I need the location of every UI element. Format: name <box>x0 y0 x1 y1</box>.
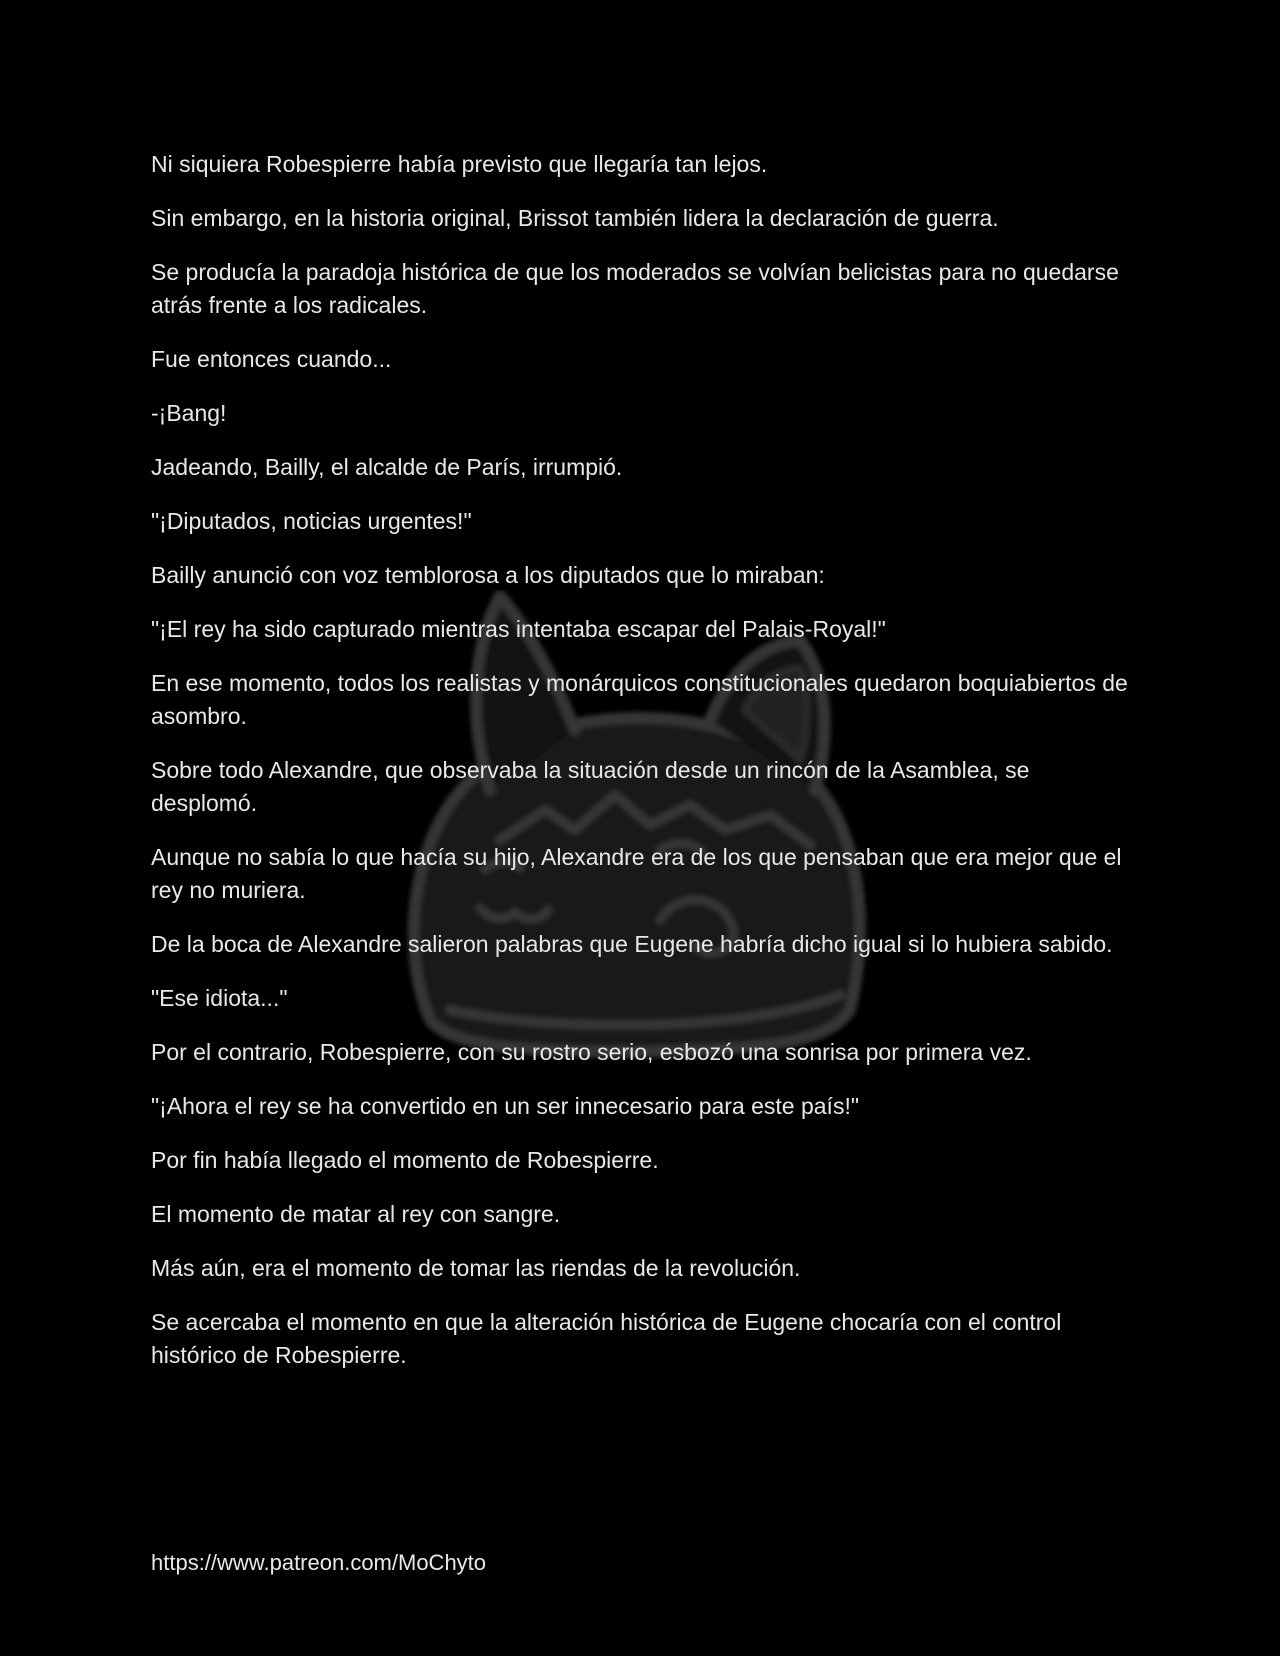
paragraph: En ese momento, todos los realistas y monárquicos constitucionales quedaron boquiabiertos de asombro. <box>151 670 1128 729</box>
paragraph: Jadeando, Bailly, el alcalde de París, irrumpió. <box>151 454 623 480</box>
paragraph: Se producía la paradoja histórica de que los moderados se volvían belicistas para no quedarse atrás frente a los radicales. <box>151 259 1119 318</box>
paragraph: Más aún, era el momento de tomar las riendas de la revolución. <box>151 1255 801 1281</box>
paragraph: Sin embargo, en la historia original, Brissot también lidera la declaración de guerra. <box>151 205 999 231</box>
paragraph: Aunque no sabía lo que hacía su hijo, Alexandre era de los que pensaban que era mejor que el rey no muriera. <box>151 844 1122 903</box>
paragraph: "¡Ahora el rey se ha convertido en un ser innecesario para este país!" <box>151 1093 860 1119</box>
paragraph: El momento de matar al rey con sangre. <box>151 1201 561 1227</box>
paragraph: "¡El rey ha sido capturado mientras intentaba escapar del Palais-Royal!" <box>151 616 886 642</box>
paragraph: "Ese idiota..." <box>151 985 288 1011</box>
paragraph: Por el contrario, Robespierre, con su rostro serio, esbozó una sonrisa por primera vez. <box>151 1039 1032 1065</box>
paragraph: "¡Diputados, noticias urgentes!" <box>151 508 472 534</box>
paragraph: Se acercaba el momento en que la alteración histórica de Eugene chocaría con el control histórico de Robespierre. <box>151 1309 1062 1368</box>
patreon-link[interactable]: https://www.patreon.com/MoChyto <box>151 1550 487 1575</box>
chapter-text <box>151 148 1131 1393</box>
paragraph: Bailly anunció con voz temblorosa a los diputados que lo miraban: <box>151 562 825 588</box>
paragraph: Sobre todo Alexandre, que observaba la situación desde un rincón de la Asamblea, se desplomó. <box>151 757 1030 816</box>
paragraph: -¡Bang! <box>151 400 227 426</box>
paragraph: De la boca de Alexandre salieron palabras que Eugene habría dicho igual si lo hubiera sabido. <box>151 931 1113 957</box>
paragraph: Fue entonces cuando... <box>151 346 392 372</box>
paragraph: Por fin había llegado el momento de Robespierre. <box>151 1147 659 1173</box>
paragraph: Ni siquiera Robespierre había previsto que llegaría tan lejos. <box>151 151 768 177</box>
